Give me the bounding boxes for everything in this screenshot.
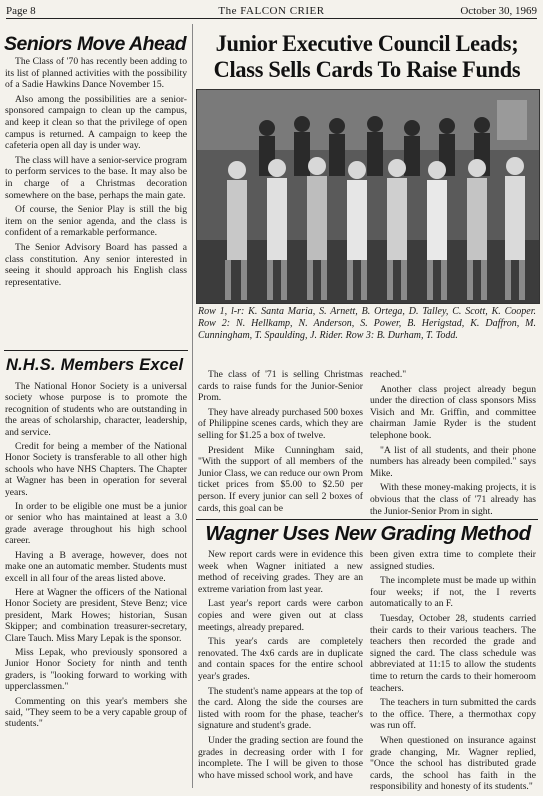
page-number: Page 8 <box>6 5 36 17</box>
class-council-photo <box>196 89 540 304</box>
junior-headline-line-2: Class Sells Cards To Raise Funds <box>213 57 521 83</box>
junior-headline-line-1: Junior Executive Council Leads; <box>215 31 519 57</box>
paragraph: The National Honor Society is a universal society whose purpose is to promote the recognition of students who are outstanding in the areas of scholarship, character, leadership, and service. <box>5 381 187 438</box>
paragraph: The class of '71 is selling Christmas cards to raise funds for the Junior-Senior Prom. <box>198 369 363 404</box>
paragraph: President Mike Cunningham said, "With the support of all members of the Junior Class, we can reduce our own Prom ticket prices from $5.00 to $2.50 per person. If every junior can sell 2 boxes of cards, this goal can be <box>198 444 363 514</box>
paragraph: Here at Wagner the officers of the National Honor Society are president, Steve Benz; vice president, Mark Howes; historian, Susan Skipper; and combination treasurer-secretary, Clare Tauch. Miss Mary Lepak is the sponsor. <box>5 586 187 644</box>
paragraph: The Senior Advisory Board has passed a class constitution. Any senior interested in seeing it should approach his English class representative. <box>5 241 187 288</box>
paragraph: Credit for being a member of the National Honor Society is transferable to all other high schools who have NHS Chapters. The Chapter at Wagner has been in operation for several years. <box>5 441 187 498</box>
issue-date: October 30, 1969 <box>460 5 537 17</box>
paragraph: reached." <box>370 369 407 380</box>
newspaper-name: The FALCON CRIER <box>218 5 325 17</box>
paragraph: been given extra time to complete their assigned studies. <box>370 549 536 572</box>
paragraph: With these money-making projects, it is obvious that the class of '71 already has the Junior-Senior Prom in sight. <box>370 482 536 517</box>
paragraph: Commenting on this year's members she said, "They seem to be a very capable group of students." <box>5 695 187 730</box>
nhs-article <box>5 381 187 733</box>
paragraph: The Class of '70 has recently been adding to its list of planned activities with the possibility of a Sadie Hawkins Dance November 15. <box>5 56 187 91</box>
paragraph: Also among the possibilities are a senior-sponsored campaign to clean up the campus, and keep it clean so that the privilege of open campus is returned. A campaign to keep the cafeteria open all day is under way. <box>5 93 187 152</box>
masthead <box>6 3 537 19</box>
paragraph: Tuesday, October 28, students carried their cards to their various teachers. The teachers then recorded the grade and signed the card. The class schedule was abbreviated at 11:15 to allow the students time to return the cards to their homeroom teachers. <box>370 612 536 694</box>
paragraph: New report cards were in evidence this week when Wagner initiated a new method of receiving grades. They are an extreme variation from last year. <box>198 549 363 595</box>
grading-headline: Wagner Uses New Grading Method <box>205 522 531 545</box>
photo-caption: Row 1, l-r: K. Santa Maria, S. Arnett, B. Ortega, D. Talley, C. Scott, K. Cooper. Row 2: N. Hellkamp, N. Anderson, S. Power, B. Herigstad, K. Daffron, M. Cunningham, T. Spaulding, J. Rider. Row 3: B. Durham, T. Todd. <box>198 306 536 341</box>
section-divider <box>4 350 188 351</box>
junior-article-right <box>370 369 536 520</box>
paragraph: This year's cards are completely renovated. The 4x6 cards are in duplicate and contain spaces for the entire school year's grades. <box>198 636 363 682</box>
group-photo-illustration <box>197 90 539 303</box>
seniors-headline: Seniors Move Ahead <box>4 33 187 55</box>
paragraph: Under the grading section are found the grades in decreasing order with I for incomplete. The I will be given to those who have missed school work, and have <box>198 734 363 781</box>
grading-article-right <box>370 549 536 796</box>
paragraph: Of course, the Senior Play is still the big item on the senior agenda, and the class is confident of a remarkable performance. <box>5 204 187 239</box>
paragraph: The class will have a senior-service program to perform services to the base. It may also be in charge of a Christmas decoration somewhere on the base, perhaps the main gate. <box>5 154 187 201</box>
junior-headline <box>205 31 530 83</box>
paragraph: Having a B average, however, does not make one an automatic member. Students must excell in all four of the areas listed above. <box>5 549 187 584</box>
paragraph: They have already purchased 500 boxes of Philippine scenes cards, which they are selling for $1.25 a box of twelve. <box>198 406 363 441</box>
paragraph: When questioned on insurance against grade changing, Mr. Wagner replied, "Once the school has distributed grade cards, the school has faith in the responsibility and honesty of its students." <box>370 734 536 793</box>
paragraph: Last year's report cards were carbon copies and were given out at class meetings, already prepared. <box>198 598 363 633</box>
nhs-headline: N.H.S. Members Excel <box>6 356 184 374</box>
paragraph: In order to be eligible one must be a junior or senior who has maintained at least a 3.0 grade average throughout his high school career. <box>5 501 187 547</box>
paragraph: Miss Lepak, who previously sponsored a Junior Honor Society for ninth and tenth graders, is "looking forward to working with upperclassmen." <box>5 646 187 693</box>
section-divider <box>196 519 538 520</box>
paragraph: The student's name appears at the top of the card. Along the side the courses are listed with room for the phase, teacher's signature and student's grade. <box>198 685 363 732</box>
junior-article-left <box>198 369 363 517</box>
paragraph: The incomplete must be made up within four weeks; if not, the I reverts automatically to an F. <box>370 575 536 610</box>
paragraph: The teachers in turn submitted the cards to the office. There, a thermothax copy was run off. <box>370 697 536 732</box>
paragraph: Another class project already begun under the direction of class sponsors Miss Visich and Mr. Griffin, and committee chairman Jamie Ryder is the student telephone book. <box>370 383 536 441</box>
grading-article-left <box>198 549 363 784</box>
seniors-article <box>5 56 187 291</box>
paragraph: "A list of all students, and their phone numbers has already been compiled." says Mike. <box>370 444 536 479</box>
column-divider <box>192 24 193 788</box>
